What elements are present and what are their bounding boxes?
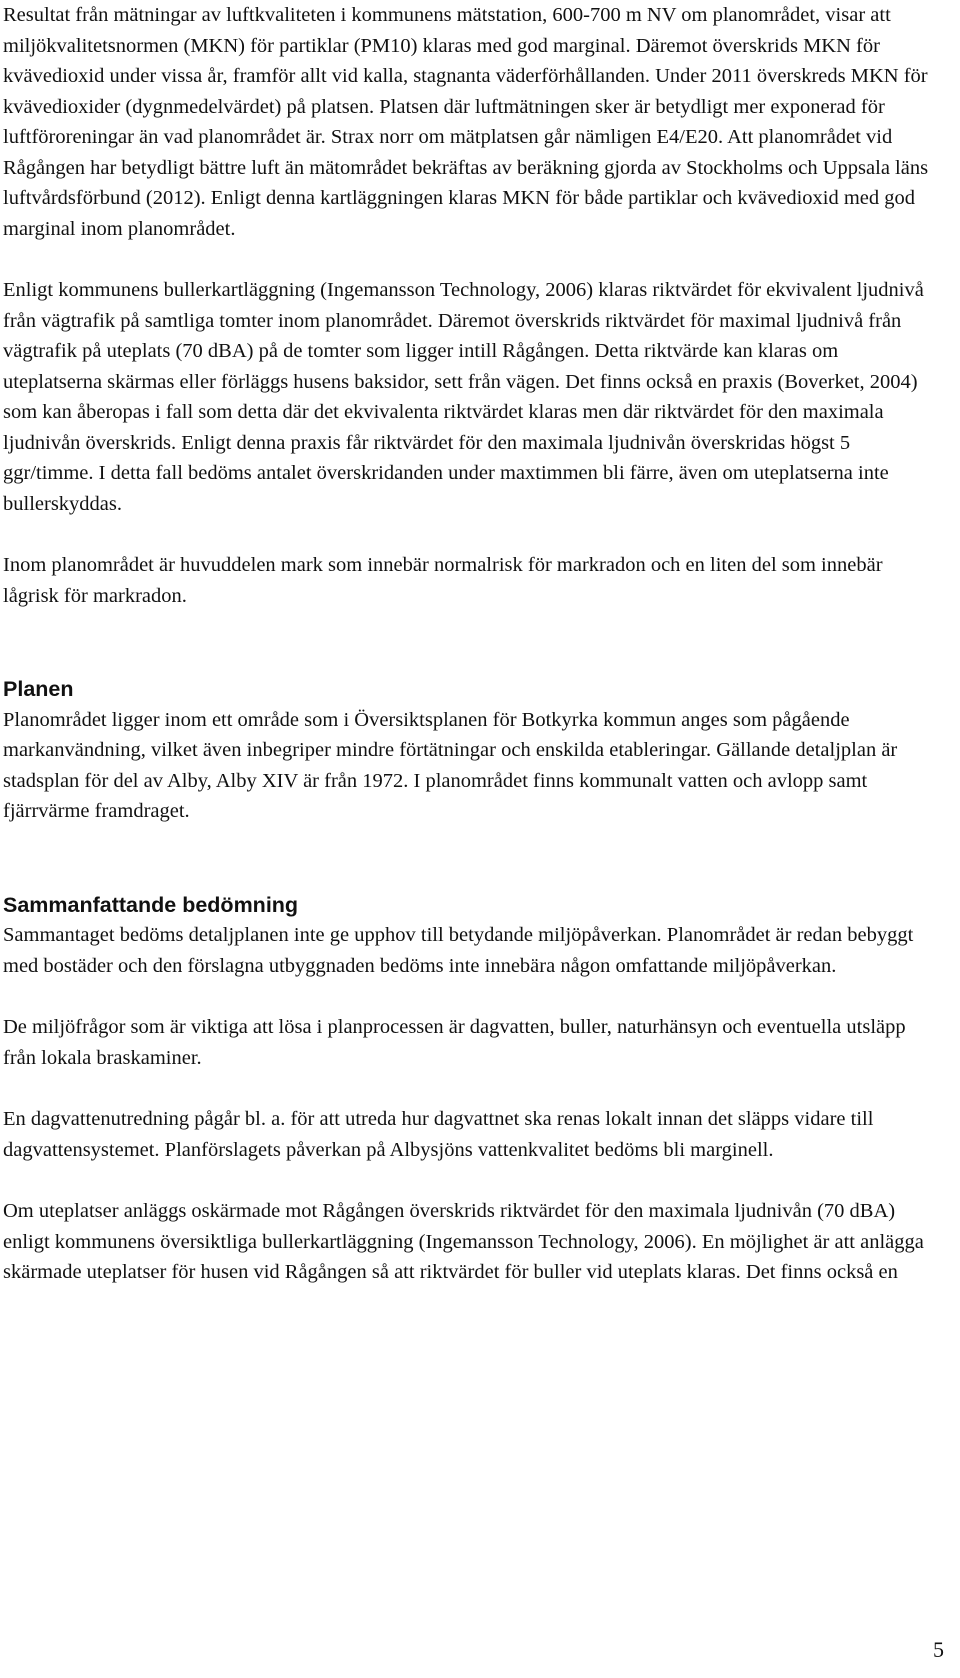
document-page	[3, 0, 939, 1288]
radon-paragraph: Inom planområdet är huvuddelen mark som innebär normalrisk för markradon och en liten del som innebär lågrisk för markradon.	[3, 554, 883, 607]
planen-paragraph: Planområdet ligger inom ett område som i Översiktsplanen för Botkyrka kommun anges som pågående markanvändning, vilket även inbegriper mindre förtätningar och enskilda etableringar. Gällande detaljplan är stadsplan för del av Alby, Alby XIV är från 1972. I planområdet finns kommunalt vatten och avlopp samt fjärrvärme framdraget.	[3, 708, 898, 822]
summary-paragraph-4: Om uteplatser anläggs oskärmade mot Rågången överskrids riktvärdet för den maximala ljudnivån (70 dBA) enligt kommunens översiktliga bullerkartläggning (Ingemansson Technology, 2006). En möjlighet är att anlägga skärmade uteplatser för husen vid Rågången så att riktvärdet för buller vid uteplats klaras. Det finns också en	[3, 1200, 924, 1283]
page-number: 5	[933, 1637, 944, 1662]
air-quality-paragraph: Resultat från mätningar av luftkvaliteten i kommunens mätstation, 600-700 m NV om planområdet, visar att miljökvalitetsnormen (MKN) för partiklar (PM10) klaras med god marginal. Däremot överskrids MKN för kvävedioxid under vissa år, framför allt vid kalla, stagnanta väderförhållanden. Under 2011 överskreds MKN för kvävedioxider (dygnmedelvärdet) på platsen. Platsen där luftmätningen sker är betydligt mer exponerad för luftföroreningar än vad planområdet är. Strax norr om mätplatsen går nämligen E4/E20. Att planområdet vid Rågången har betydligt bättre luft än mätområdet bekräftas av beräkning gjorda av Stockholms och Uppsala läns luftvårdsförbund (2012). Enligt denna kartläggningen klaras MKN för både partiklar och kvävedioxid med god marginal inom planområdet.	[3, 4, 929, 240]
section-heading-planen: Planen	[3, 677, 74, 701]
summary-paragraph-2: De miljöfrågor som är viktiga att lösa i planprocessen är dagvatten, buller, naturhänsyn och eventuella utsläpp från lokala braskaminer.	[3, 1016, 906, 1069]
summary-paragraph-1: Sammantaget bedöms detaljplanen inte ge upphov till betydande miljöpåverkan. Planområdet är redan bebyggt med bostäder och den förslagna utbyggnaden bedöms inte innebära någon omfattande miljöpåverkan.	[3, 924, 914, 977]
noise-paragraph: Enligt kommunens bullerkartläggning (Ingemansson Technology, 2006) klaras riktvärdet för ekvivalent ljudnivå från vägtrafik på samtliga tomter inom planområdet. Däremot överskrids riktvärdet för maximal ljudnivå från vägtrafik på uteplats (70 dBA) på de tomter som ligger intill Rågången. Detta riktvärde kan klaras om uteplatserna skärmas eller förläggs husens baksidor, sett från vägen. Det finns också en praxis (Boverket, 2004) som kan åberopas i fall som detta där det ekvivalenta riktvärdet klaras men där riktvärdet för den maximala ljudnivån överskrids. Enligt denna praxis får riktvärdet för den maximala ljudnivån överskridas högst 5 ggr/timme. I detta fall bedöms antalet överskridanden under maxtimmen bli färre, även om uteplatserna inte bullerskyddas.	[3, 279, 924, 515]
summary-paragraph-3: En dagvattenutredning pågår bl. a. för att utreda hur dagvattnet ska renas lokalt innan det släpps vidare till dagvattensystemet. Planförslagets påverkan på Albysjöns vattenkvalitet bedöms bli marginell.	[3, 1108, 874, 1161]
section-heading-sammanfattande: Sammanfattande bedömning	[3, 892, 299, 917]
